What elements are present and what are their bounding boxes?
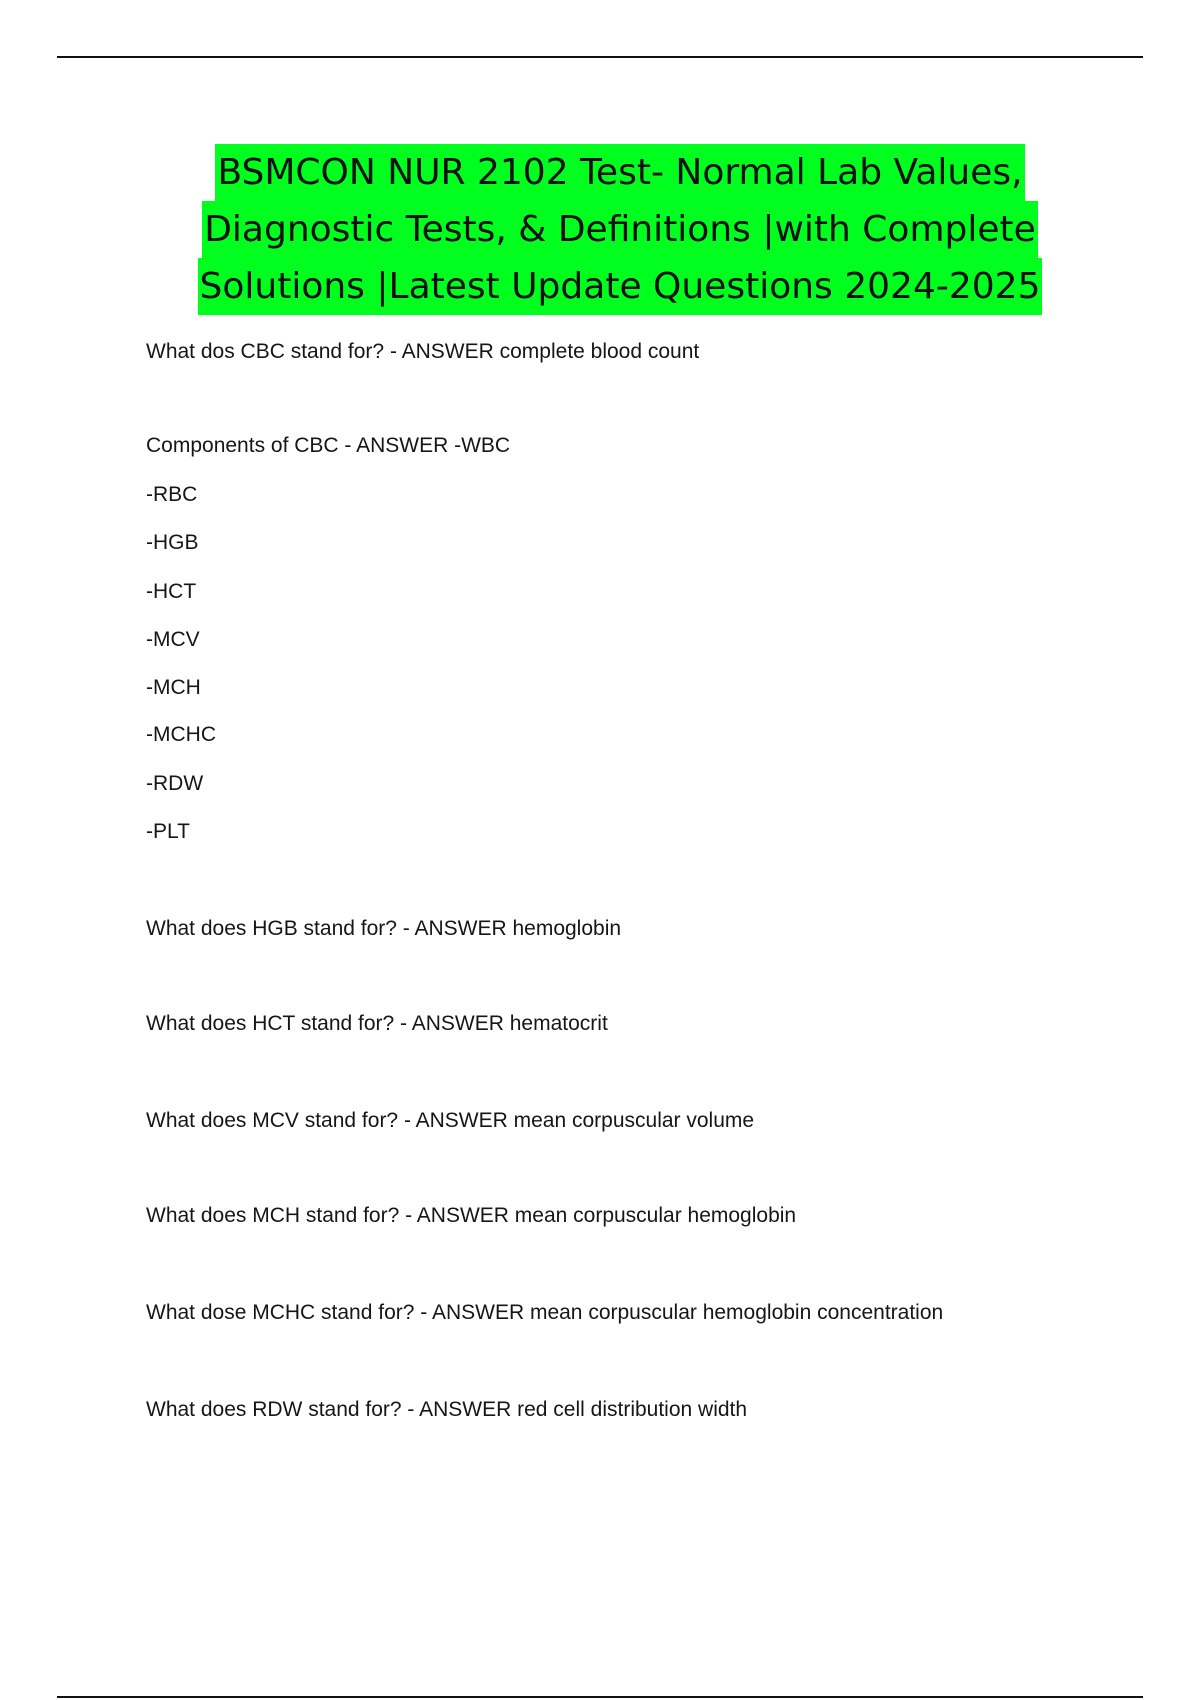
component-item: -MCH [146, 676, 201, 699]
qa-mchc: What dose MCHC stand for? - ANSWER mean corpuscular hemoglobin concentration [146, 1301, 944, 1324]
title-line-1: BSMCON NUR 2102 Test- Normal Lab Values, [215, 144, 1024, 201]
qa-cbc-components: Components of CBC - ANSWER -WBC [146, 434, 511, 457]
component-item: -RBC [146, 483, 198, 506]
qa-mch: What does MCH stand for? - ANSWER mean corpuscular hemoglobin [146, 1204, 797, 1227]
component-item: -RDW [146, 772, 204, 795]
component-item: -HGB [146, 531, 199, 554]
component-item: -HCT [146, 580, 197, 603]
top-rule [57, 56, 1143, 58]
qa-hgb: What does HGB stand for? - ANSWER hemoglobin [146, 917, 622, 940]
title-line-2: Diagnostic Tests, & Definitions |with Complete [202, 201, 1038, 258]
qa-hct: What does HCT stand for? - ANSWER hematocrit [146, 1012, 608, 1035]
qa-rdw: What does RDW stand for? - ANSWER red cell distribution width [146, 1398, 748, 1421]
qa-mcv: What does MCV stand for? - ANSWER mean corpuscular volume [146, 1109, 755, 1132]
qa-cbc: What dos CBC stand for? - ANSWER complete blood count [146, 340, 700, 363]
component-item: -MCV [146, 628, 200, 651]
document-title [140, 144, 1100, 315]
title-line-3: Solutions |Latest Update Questions 2024-2025 [198, 258, 1043, 315]
component-item: -MCHC [146, 723, 216, 746]
component-item: -PLT [146, 820, 190, 843]
bottom-rule [57, 1696, 1143, 1698]
